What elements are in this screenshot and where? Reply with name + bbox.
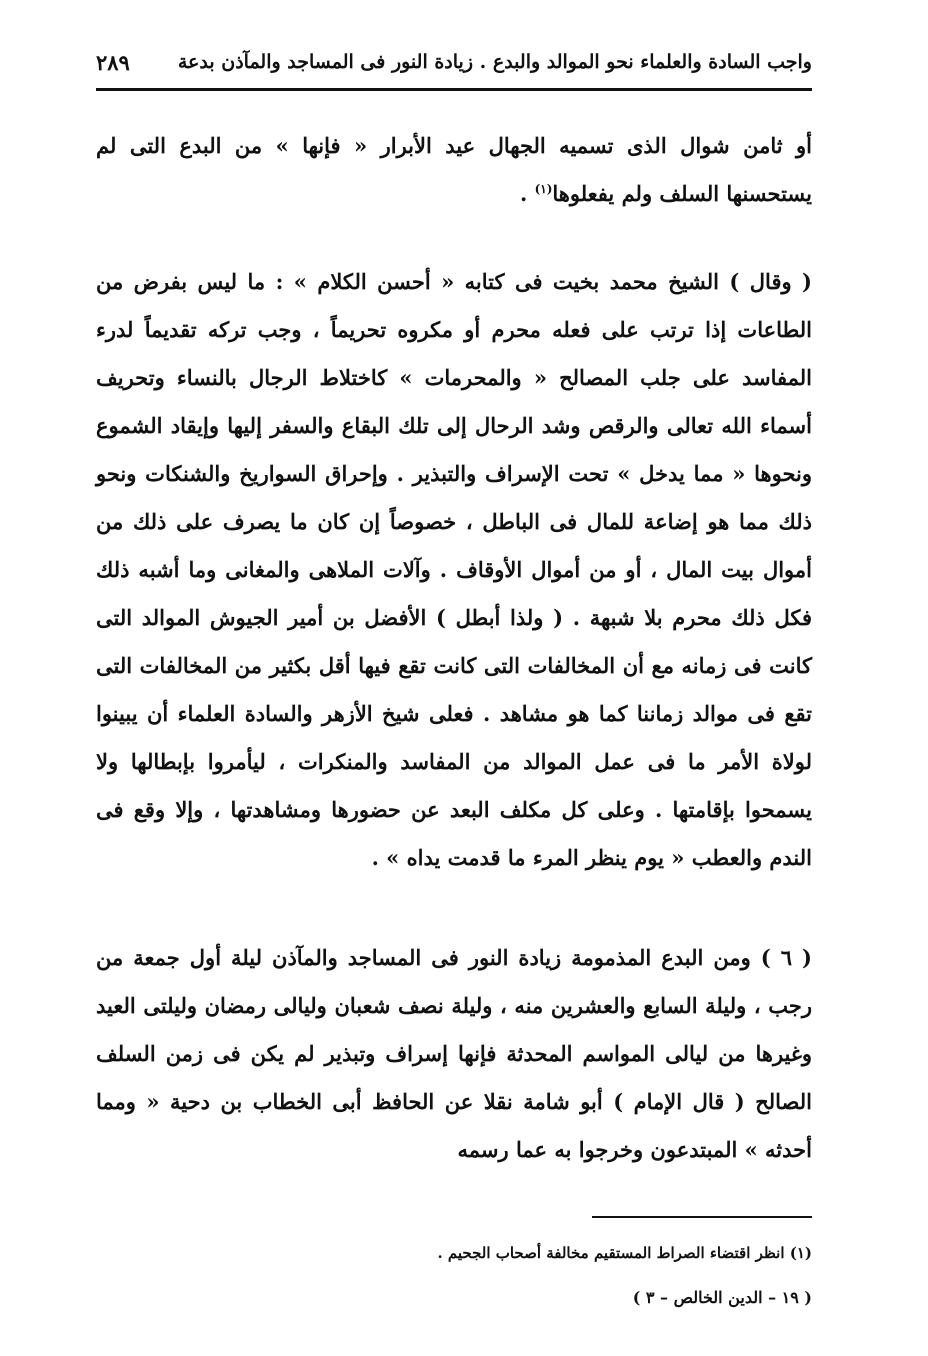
footnote: (١) انظر اقتضاء الصراط المستقيم مخالفة أصحاب الجحيم .	[437, 1244, 812, 1262]
footnote-marker: (١)	[534, 182, 553, 196]
footnote-rule	[592, 1216, 812, 1218]
running-header	[96, 46, 812, 78]
paragraph-1: أو ثامن شوال الذى تسميه الجهال عيد الأبرار « فإنها » من البدع التى لم يستحسنها السلف ولم يفعلوها$^{(١)}$ .	[96, 133, 812, 206]
header-rule	[96, 88, 812, 91]
paragraph-2: ( وقال ) الشيخ محمد بخيت فى كتابه « أحسن الكلام » : ما ليس بفرض من الطاعات إذا ترتب على فعله محرم أو مكروه تحريماً ، وجب تركه تقديماً لدرء المفاسد على جلب المصالح « والمحرمات » كاختلاط الرجال بالنساء وتحريف أسماء الله تعالى والرقص وشد الرحال إلى تلك البقاع والسفر إليها وإيقاد الشموع ونحوها « مما يدخل » تحت الإسراف والتبذير . وإحراق السواريخ والشنكات ونحو ذلك مما هو إضاعة للمال فى الباطل ، خصوصاً إن كان ما يصرف على ذلك من أموال بيت المال ، أو من أموال الأوقاف . وآلات الملاهى والمغانى وما أشبه ذلك فكل ذلك محرم بلا شبهة . ( ولذا أبطل ) الأفضل بن أمير الجيوش الموالد التى كانت فى زمانه مع أن المخالفات التى كانت تقع فيها أقل بكثير من المخالفات التى تقع فى موالد زماننا كما هو مشاهد . فعلى شيخ الأزهر والسادة العلماء أن يبينوا لولاة الأمر ما فى عمل الموالد من المفاسد والمنكرات ، ليأمروا بإبطالها ولا يسمحوا بإقامتها . وعلى كل مكلف البعد عن حضورها ومشاهدتها ، وإلا وقع فى الندم والعطب « يوم ينظر المرء ما قدمت يداه » .	[96, 269, 812, 870]
book-page	[96, 0, 812, 1356]
main-text	[96, 122, 812, 1174]
paragraph-3: ( ٦ ) ومن البدع المذمومة زيادة النور فى المساجد والمآذن ليلة أول جمعة من رجب ، وليلة السابع والعشرين منه ، وليلة نصف شعبان وليالى رمضان وليلتى العيد وغيرها من ليالى المواسم المحدثة فإنها إسراف وتبذير لم يكن فى زمن السلف الصالح ( قال الإمام ) أبو شامة نقلا عن الحافظ أبى الخطاب بن دحية « ومما أحدثه » المبتدعون وخرجوا به عما رسمه	[96, 945, 812, 1162]
header-title: واجب السادة والعلماء نحو الموالد والبدع . زيادة النور فى المساجد والمآذن بدعة	[177, 51, 812, 73]
page-number: ٢٨٩	[96, 49, 130, 75]
signature-mark: ( ١٩ – الدين الخالص – ٣ )	[632, 1288, 812, 1307]
